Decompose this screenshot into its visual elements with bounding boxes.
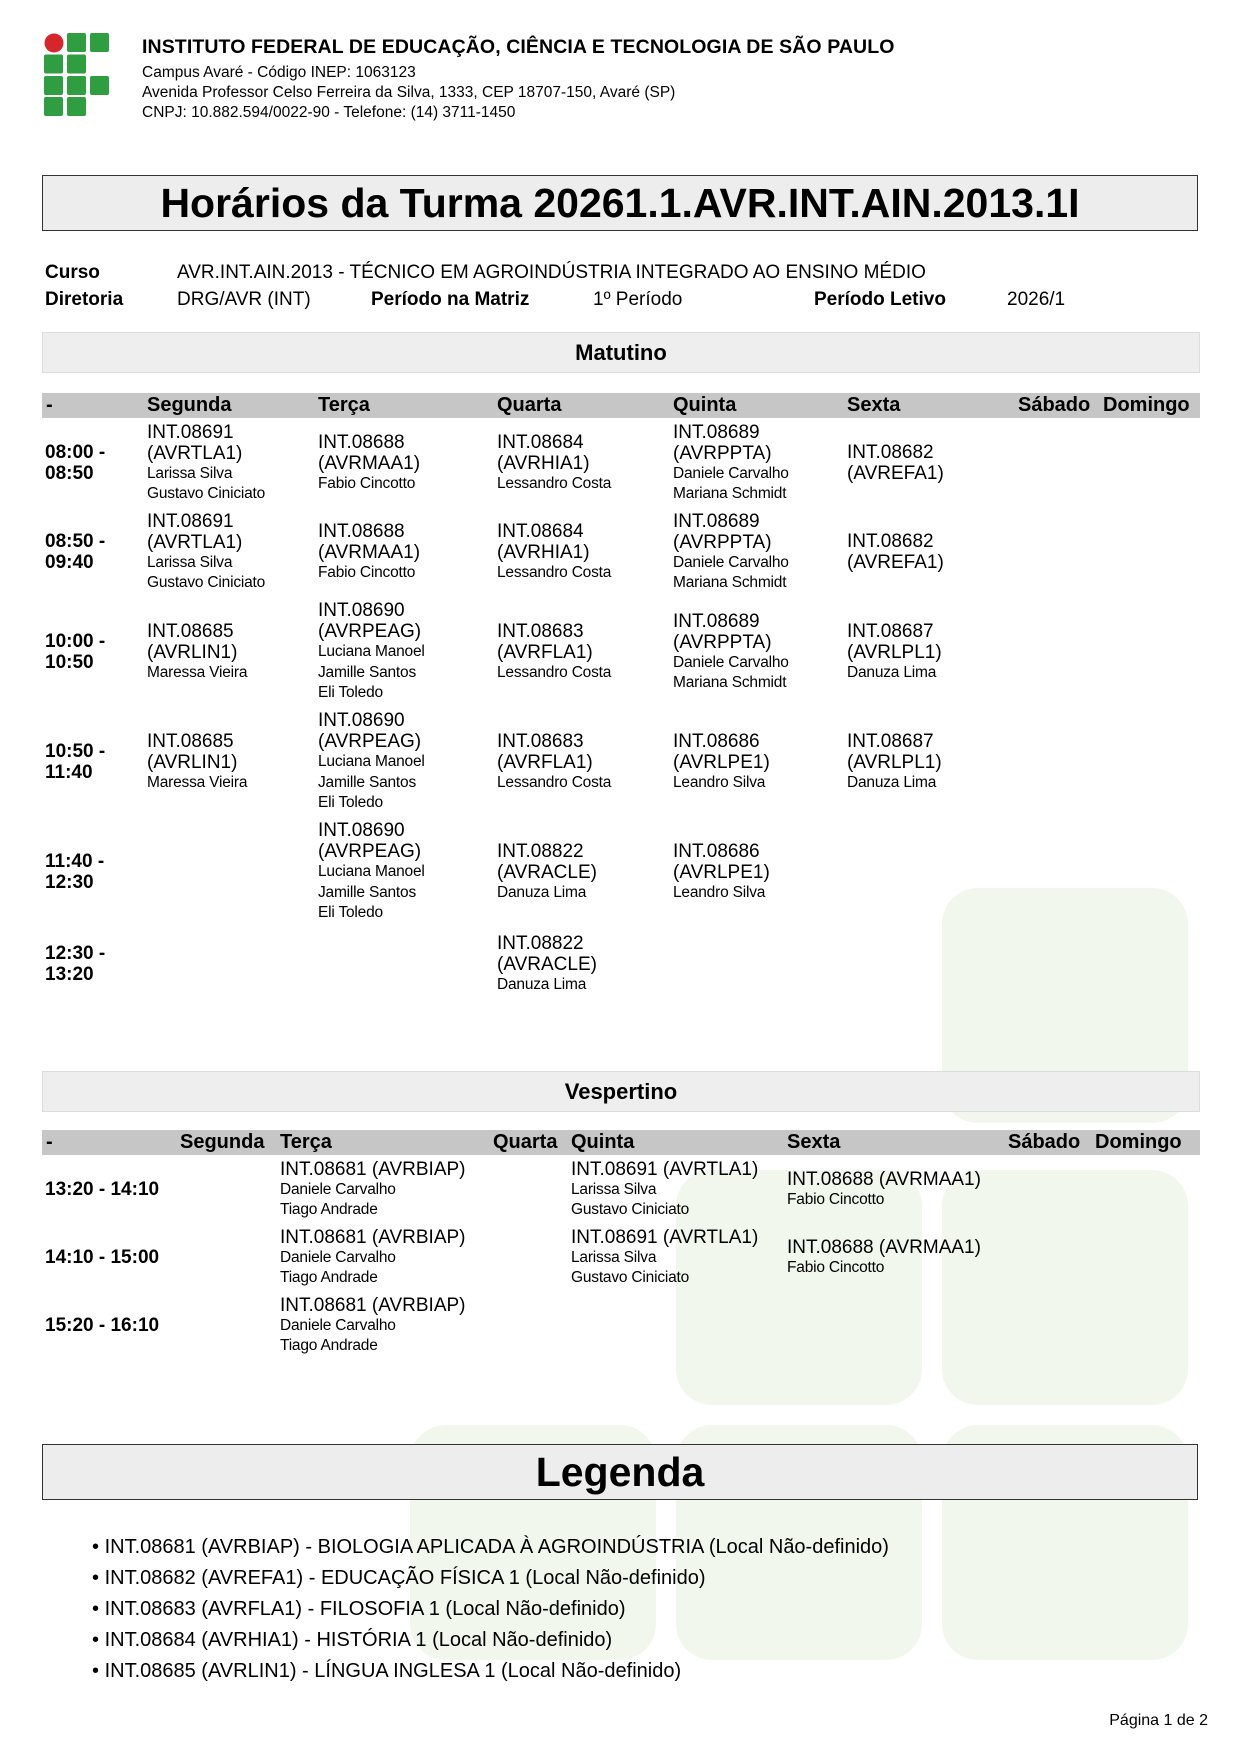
class-cell bbox=[497, 432, 611, 495]
class-cell bbox=[787, 1169, 981, 1211]
time-slot-line: 08:50 bbox=[45, 463, 94, 484]
column-header-terça: Terça bbox=[280, 1131, 332, 1153]
legend-item: • INT.08682 (AVREFA1) - EDUCAÇÃO FÍSICA 1 (Local Não-definido) bbox=[92, 1563, 889, 1594]
institution-address: Avenida Professor Celso Ferreira da Silva, 1333, CEP 18707-150, Avaré (SP) bbox=[142, 84, 676, 101]
class-cell bbox=[571, 1159, 758, 1221]
column-header-quinta: Quinta bbox=[673, 394, 737, 416]
teacher-name: Danuza Lima bbox=[497, 883, 587, 901]
teacher-name: Lessandro Costa bbox=[497, 563, 612, 581]
column-header-sábado: Sábado bbox=[1008, 1131, 1081, 1153]
teacher-name: Daniele Carvalho bbox=[280, 1248, 396, 1266]
teacher-name: Tiago Andrade bbox=[280, 1337, 378, 1354]
time-slot bbox=[45, 1315, 159, 1336]
class-cell bbox=[497, 841, 597, 904]
column-header-domingo: Domingo bbox=[1095, 1131, 1182, 1153]
course-code: (AVRLIN1) bbox=[147, 751, 238, 773]
teacher-name: Mariana Schmidt bbox=[673, 574, 787, 591]
course-code: INT.08685 bbox=[147, 620, 234, 642]
time-slot-line: 11:40 - bbox=[45, 851, 105, 872]
matutino-section-title: Matutino bbox=[42, 332, 1200, 373]
course-code: (AVREFA1) bbox=[847, 552, 944, 573]
course-code: (AVRMAA1) bbox=[318, 452, 421, 474]
class-cell bbox=[147, 422, 265, 505]
teacher-name: Daniele Carvalho bbox=[280, 1316, 396, 1334]
course-code: INT.08684 bbox=[497, 431, 584, 453]
course-code: INT.08683 bbox=[497, 730, 584, 752]
class-cell bbox=[318, 432, 420, 495]
course-code: INT.08689 bbox=[673, 510, 760, 532]
teacher-name: Larissa Silva bbox=[571, 1180, 657, 1198]
class-cell bbox=[318, 710, 425, 814]
time-slot-line: 10:50 bbox=[45, 652, 94, 673]
teacher-name: Fabio Cincotto bbox=[318, 474, 416, 492]
time-slot-line: 12:30 bbox=[45, 872, 94, 893]
course-code: INT.08683 bbox=[497, 620, 584, 642]
class-cell bbox=[787, 1237, 981, 1279]
course-code: (AVRPEAG) bbox=[318, 621, 422, 642]
time-slot bbox=[45, 943, 105, 985]
teacher-name: Gustavo Ciniciato bbox=[147, 485, 266, 502]
class-cell bbox=[847, 442, 944, 484]
teacher-name: Fabio Cincotto bbox=[787, 1258, 885, 1276]
course-code: INT.08687 bbox=[847, 620, 934, 642]
course-code: INT.08686 bbox=[673, 840, 760, 862]
teacher-name: Daniele Carvalho bbox=[280, 1180, 396, 1198]
institution-header bbox=[142, 36, 895, 123]
time-slot-line: 09:40 bbox=[45, 552, 94, 573]
column-header-quinta: Quinta bbox=[571, 1131, 635, 1153]
class-cell bbox=[571, 1227, 758, 1289]
teacher-name: Danuza Lima bbox=[497, 975, 587, 993]
course-code: (AVRTLA1) bbox=[147, 531, 243, 553]
teacher-name: Maressa Vieira bbox=[147, 663, 248, 681]
teacher-name: Luciana Manoel bbox=[318, 863, 425, 880]
periodo-matriz-label: Período na Matriz bbox=[371, 289, 530, 310]
time-slot bbox=[45, 631, 105, 673]
column-header-sexta: Sexta bbox=[847, 394, 901, 416]
class-cell bbox=[497, 621, 611, 684]
course-code: INT.08688 bbox=[318, 520, 405, 542]
institution-contact: CNPJ: 10.882.594/0022-90 - Telefone: (14) 3711-1450 bbox=[142, 104, 516, 121]
course-code: (AVRMAA1) bbox=[318, 541, 421, 563]
course-code: (AVRFLA1) bbox=[497, 751, 593, 773]
time-slot-line: 13:20 - 14:10 bbox=[45, 1179, 160, 1200]
course-code: (AVRACLE) bbox=[497, 953, 597, 975]
teacher-name: Jamille Santos bbox=[318, 773, 416, 791]
teacher-name: Gustavo Ciniciato bbox=[147, 574, 266, 591]
legend-title: Legenda bbox=[42, 1444, 1198, 1500]
class-cell bbox=[673, 422, 789, 505]
class-cell bbox=[673, 611, 789, 694]
course-code: (AVRLPL1) bbox=[847, 751, 942, 773]
vespertino-table-header bbox=[42, 1130, 1200, 1155]
teacher-name: Eli Toledo bbox=[318, 684, 383, 701]
teacher-name: Daniele Carvalho bbox=[673, 553, 789, 571]
class-cell bbox=[847, 621, 942, 684]
time-slot-line: 15:20 - 16:10 bbox=[45, 1315, 160, 1336]
course-code: (AVRLPE1) bbox=[673, 861, 770, 883]
course-code: INT.08682 bbox=[847, 531, 934, 552]
page-title: Horários da Turma 20261.1.AVR.INT.AIN.2013.1I bbox=[42, 175, 1198, 231]
course-code: (AVRTLA1) bbox=[147, 442, 243, 464]
teacher-name: Jamille Santos bbox=[318, 883, 416, 901]
time-slot bbox=[45, 741, 105, 783]
course-code: (AVRFLA1) bbox=[497, 641, 593, 663]
teacher-name: Luciana Manoel bbox=[318, 643, 425, 660]
class-cell bbox=[147, 731, 247, 794]
time-slot-line: 08:00 - bbox=[45, 442, 106, 463]
course-code: INT.08681 (AVRBIAP) bbox=[280, 1294, 466, 1316]
time-slot-line: 12:30 - bbox=[45, 943, 106, 964]
institution-campus: Campus Avaré - Código INEP: 1063123 bbox=[142, 64, 416, 81]
periodo-matriz-value: 1º Período bbox=[593, 289, 683, 310]
course-code: INT.08681 (AVRBIAP) bbox=[280, 1226, 466, 1248]
teacher-name: Tiago Andrade bbox=[280, 1201, 378, 1218]
matutino-table-header bbox=[42, 393, 1200, 418]
curso-label: Curso bbox=[45, 262, 100, 283]
course-code: (AVRPEAG) bbox=[318, 731, 422, 752]
course-code: INT.08690 bbox=[318, 600, 405, 621]
institution-logo bbox=[44, 32, 110, 116]
class-cell bbox=[673, 841, 770, 904]
teacher-name: Eli Toledo bbox=[318, 794, 383, 811]
teacher-name: Danuza Lima bbox=[847, 773, 937, 791]
class-cell bbox=[147, 511, 265, 594]
class-cell bbox=[318, 600, 425, 704]
teacher-name: Fabio Cincotto bbox=[787, 1190, 885, 1208]
course-code: INT.08688 (AVRMAA1) bbox=[787, 1168, 981, 1190]
course-code: (AVRPEAG) bbox=[318, 841, 422, 862]
teacher-name: Tiago Andrade bbox=[280, 1269, 378, 1286]
time-slot-line: 11:40 bbox=[45, 762, 93, 783]
course-code: INT.08691 bbox=[147, 421, 234, 443]
column-header-segunda: Segunda bbox=[147, 394, 232, 416]
teacher-name: Larissa Silva bbox=[147, 553, 233, 571]
time-slot-line: 08:50 - bbox=[45, 531, 106, 552]
time-slot-line: 10:00 - bbox=[45, 631, 106, 652]
curso-value: AVR.INT.AIN.2013 - TÉCNICO EM AGROINDÚSTRIA INTEGRADO AO ENSINO MÉDIO bbox=[177, 262, 926, 283]
time-slot bbox=[45, 1247, 159, 1268]
course-code: INT.08688 (AVRMAA1) bbox=[787, 1236, 981, 1258]
legend-item: • INT.08683 (AVRFLA1) - FILOSOFIA 1 (Local Não-definido) bbox=[92, 1594, 889, 1625]
class-cell bbox=[497, 933, 597, 996]
course-code: INT.08682 bbox=[847, 442, 934, 463]
time-slot bbox=[45, 1179, 159, 1200]
periodo-letivo-label: Período Letivo bbox=[814, 289, 946, 310]
legend-item: • INT.08685 (AVRLIN1) - LÍNGUA INGLESA 1 (Local Não-definido) bbox=[92, 1656, 889, 1687]
course-code: (AVRHIA1) bbox=[497, 541, 590, 563]
teacher-name: Mariana Schmidt bbox=[673, 485, 787, 502]
class-cell bbox=[280, 1227, 466, 1289]
teacher-name: Mariana Schmidt bbox=[673, 674, 787, 691]
class-cell bbox=[497, 731, 611, 794]
teacher-name: Luciana Manoel bbox=[318, 753, 425, 770]
course-code: (AVRHIA1) bbox=[497, 452, 590, 474]
class-cell bbox=[318, 521, 420, 584]
course-code: INT.08686 bbox=[673, 730, 760, 752]
teacher-name: Leandro Silva bbox=[673, 773, 766, 791]
legend-item: • INT.08684 (AVRHIA1) - HISTÓRIA 1 (Local Não-definido) bbox=[92, 1625, 889, 1656]
course-code: (AVRPPTA) bbox=[673, 442, 772, 464]
diretoria-label: Diretoria bbox=[45, 289, 124, 310]
teacher-name: Lessandro Costa bbox=[497, 474, 612, 492]
class-cell bbox=[847, 731, 942, 794]
teacher-name: Maressa Vieira bbox=[147, 773, 248, 791]
class-cell bbox=[318, 820, 425, 924]
course-code: INT.08691 (AVRTLA1) bbox=[571, 1226, 759, 1248]
course-code: INT.08689 bbox=[673, 610, 760, 632]
course-code: INT.08688 bbox=[318, 431, 405, 453]
teacher-name: Lessandro Costa bbox=[497, 663, 612, 681]
column-header-time: - bbox=[46, 1131, 53, 1153]
teacher-name: Jamille Santos bbox=[318, 663, 416, 681]
class-cell bbox=[847, 531, 944, 573]
teacher-name: Leandro Silva bbox=[673, 883, 766, 901]
course-code: (AVREFA1) bbox=[847, 463, 944, 484]
course-code: (AVRPPTA) bbox=[673, 531, 772, 553]
class-cell bbox=[497, 521, 611, 584]
time-slot-line: 13:20 bbox=[45, 964, 94, 985]
class-cell bbox=[673, 731, 770, 794]
time-slot-line: 10:50 - bbox=[45, 741, 106, 762]
class-cell bbox=[280, 1295, 466, 1357]
course-code: INT.08689 bbox=[673, 421, 760, 443]
course-code: (AVRLIN1) bbox=[147, 641, 238, 663]
course-code: (AVRLPL1) bbox=[847, 641, 942, 663]
course-code: INT.08681 (AVRBIAP) bbox=[280, 1158, 466, 1180]
time-slot-line: 14:10 - 15:00 bbox=[45, 1247, 160, 1268]
course-code: INT.08687 bbox=[847, 730, 934, 752]
teacher-name: Gustavo Ciniciato bbox=[571, 1201, 690, 1218]
time-slot bbox=[45, 442, 105, 484]
course-code: INT.08685 bbox=[147, 730, 234, 752]
column-header-sábado: Sábado bbox=[1018, 394, 1091, 416]
time-slot bbox=[45, 531, 105, 573]
column-header-segunda: Segunda bbox=[180, 1131, 265, 1153]
teacher-name: Larissa Silva bbox=[571, 1248, 657, 1266]
column-header-quarta: Quarta bbox=[497, 394, 562, 416]
class-cell bbox=[280, 1159, 466, 1221]
course-code: (AVRACLE) bbox=[497, 861, 597, 883]
class-cell bbox=[147, 621, 247, 684]
teacher-name: Daniele Carvalho bbox=[673, 653, 789, 671]
teacher-name: Daniele Carvalho bbox=[673, 464, 789, 482]
teacher-name: Eli Toledo bbox=[318, 904, 383, 921]
teacher-name: Fabio Cincotto bbox=[318, 563, 416, 581]
teacher-name: Gustavo Ciniciato bbox=[571, 1269, 690, 1286]
logo-dot bbox=[45, 34, 64, 53]
teacher-name: Lessandro Costa bbox=[497, 773, 612, 791]
diretoria-value: DRG/AVR (INT) bbox=[177, 289, 311, 310]
time-slot bbox=[45, 851, 104, 893]
course-code: (AVRLPE1) bbox=[673, 751, 770, 773]
teacher-name: Danuza Lima bbox=[847, 663, 937, 681]
course-code: INT.08690 bbox=[318, 710, 405, 731]
course-code: INT.08690 bbox=[318, 820, 405, 841]
column-header-sexta: Sexta bbox=[787, 1131, 841, 1153]
periodo-letivo-value: 2026/1 bbox=[1007, 289, 1066, 310]
teacher-name: Larissa Silva bbox=[147, 464, 233, 482]
institution-name: INSTITUTO FEDERAL DE EDUCAÇÃO, CIÊNCIA E TECNOLOGIA DE SÃO PAULO bbox=[142, 36, 895, 58]
course-code: (AVRPPTA) bbox=[673, 631, 772, 653]
column-header-quarta: Quarta bbox=[493, 1131, 558, 1153]
course-code: INT.08684 bbox=[497, 520, 584, 542]
class-cell bbox=[673, 511, 789, 594]
course-code: INT.08822 bbox=[497, 932, 584, 954]
course-code: INT.08822 bbox=[497, 840, 584, 862]
column-header-terça: Terça bbox=[318, 394, 370, 416]
course-code: INT.08691 (AVRTLA1) bbox=[571, 1158, 759, 1180]
vespertino-section-title: Vespertino bbox=[42, 1071, 1200, 1112]
legend-item: • INT.08681 (AVRBIAP) - BIOLOGIA APLICADA À AGROINDÚSTRIA (Local Não-definido) bbox=[92, 1532, 889, 1563]
page-number: Página 1 de 2 bbox=[1109, 1712, 1208, 1729]
column-header-time: - bbox=[46, 394, 53, 416]
legend-list bbox=[92, 1532, 889, 1687]
course-code: INT.08691 bbox=[147, 510, 234, 532]
column-header-domingo: Domingo bbox=[1103, 394, 1190, 416]
